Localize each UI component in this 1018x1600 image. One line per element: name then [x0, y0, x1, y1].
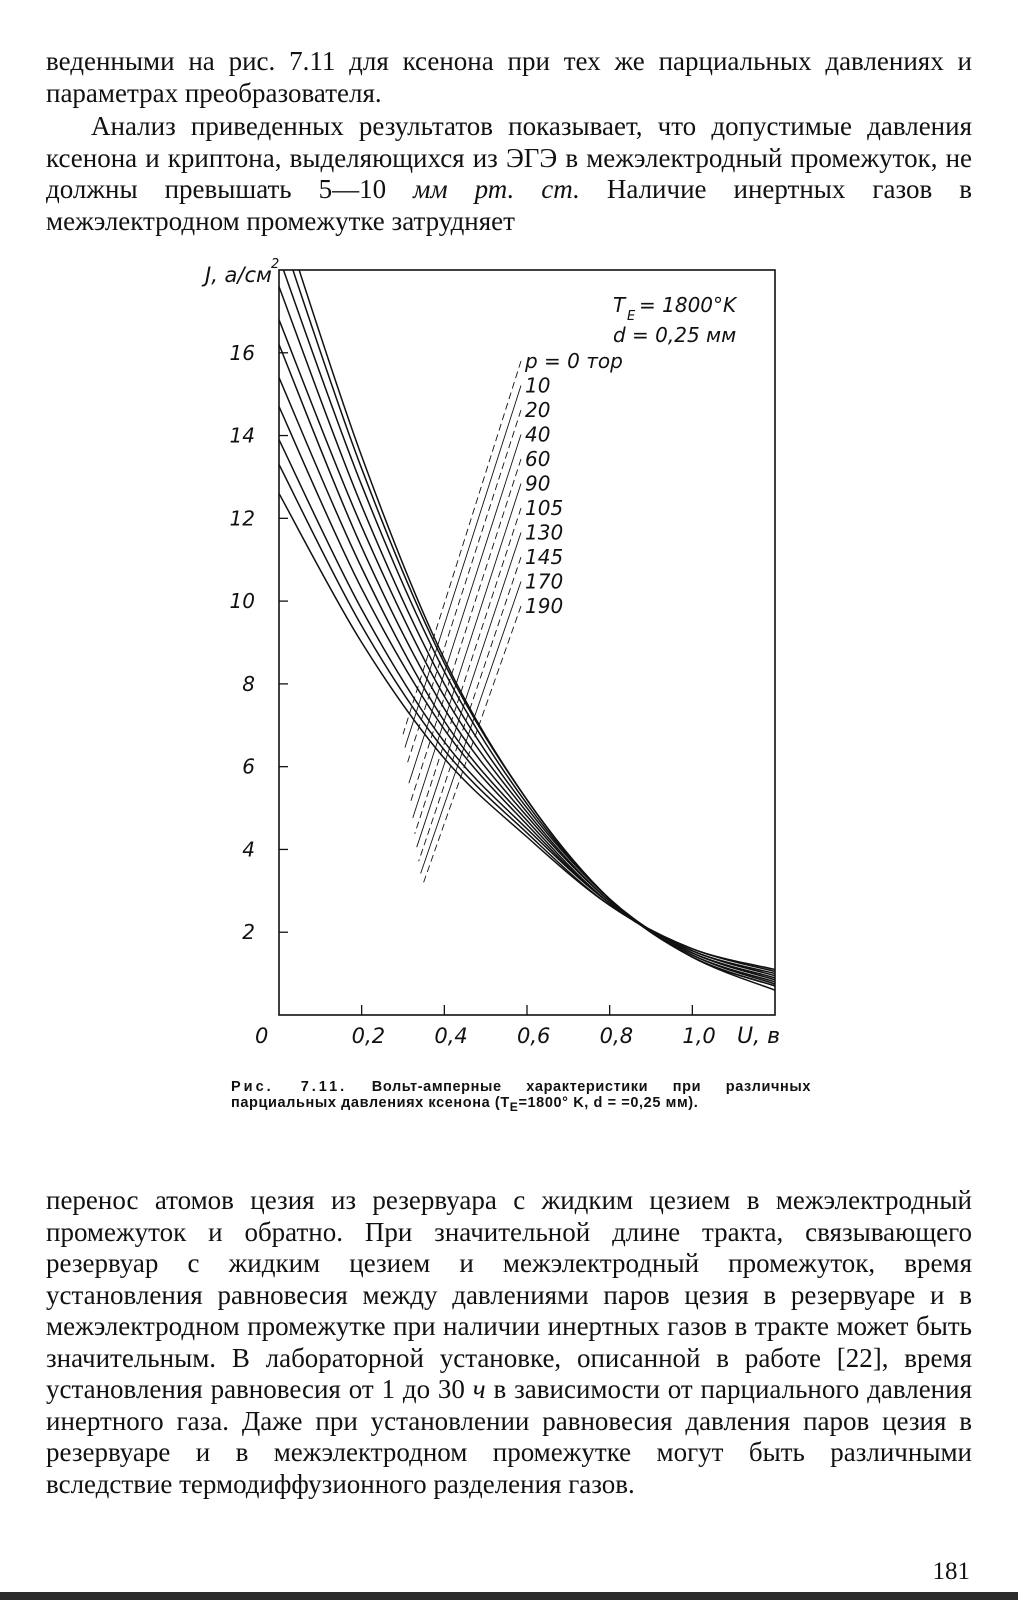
- y-tick-label: 14: [229, 423, 255, 448]
- pressure-leader-line: [409, 435, 521, 784]
- paragraph-analysis-text-end: Наличие инертных газов в межэлектродном промежутке затрудняет: [46, 174, 972, 236]
- caption-label: Рис. 7.11.: [231, 1079, 348, 1095]
- x-tick-label: 0,8: [599, 1024, 634, 1048]
- x-tick-label: 1,0: [682, 1024, 716, 1048]
- pressure-label: 20: [525, 398, 551, 422]
- pressure-label: 170: [525, 569, 564, 594]
- pressure-label: 90: [525, 471, 551, 496]
- iv-characteristics-chart: [195, 250, 825, 1070]
- annotation-gap: d = 0,25 мм: [613, 323, 737, 347]
- origin-label: 0: [255, 1024, 269, 1048]
- pressure-leader-line: [419, 557, 521, 861]
- pressure-leader-line: [421, 582, 521, 874]
- y-tick-label: 2: [242, 920, 255, 945]
- x-axis-label: U, в: [737, 1024, 781, 1049]
- pressure-label: 40: [525, 422, 551, 447]
- x-tick-label: 0,2: [351, 1024, 386, 1048]
- y-tick-label: 6: [242, 754, 255, 779]
- annotation-te-subscript: E: [627, 309, 636, 324]
- x-tick-label: 0,6: [517, 1024, 551, 1048]
- pressure-label: 145: [525, 545, 564, 569]
- y-tick-label: 10: [229, 589, 255, 614]
- hour-unit: ч: [472, 1374, 486, 1404]
- y-tick-label: 12: [229, 506, 255, 531]
- caption-subscript: E: [509, 1099, 519, 1114]
- pressure-label: 10: [525, 373, 551, 398]
- pressure-label: 190: [525, 594, 564, 618]
- y-tick-label: 8: [242, 671, 255, 696]
- y-tick-label: 16: [229, 340, 255, 365]
- pressure-leader-line: [405, 386, 521, 748]
- paragraph-analysis-text: Анализ приведенных результатов показывает, что допустимые давления ксенона и криптона, выделяющихся из ЭГЭ в межэлектродный промежуток, не должны превышать 5—10: [46, 111, 972, 204]
- figure-caption: [231, 1079, 811, 1115]
- annotation-te-value: = 1800°K: [639, 293, 737, 317]
- caption-body: Вольт-амперные характеристики при различных парциальных давлениях ксенона (T: [231, 1079, 812, 1111]
- paragraph-continuation: веденными на рис. 7.11 для ксенона при тех же парциальных давлениях и параметрах преобразователя.: [46, 46, 972, 108]
- pressure-leader-line: [403, 361, 521, 734]
- pressure-unit: мм рт. ст.: [413, 174, 580, 204]
- paragraph-bottom-text-end: в зависимости от парциального давления инертного газа. Даже при установлении равновесия давления паров цезия в резервуаре и в межэлектродном промежутке могут быть различными вследствие термодиффузионного разделения газов.: [46, 1374, 972, 1499]
- paragraph-analysis: [46, 111, 972, 237]
- y-axis-label-exponent: 2: [271, 257, 280, 272]
- x-tick-label: 0,4: [434, 1024, 468, 1048]
- caption-rest: =1800° K, d = =0,25 мм).: [518, 1095, 699, 1111]
- pressure-label: 130: [525, 520, 564, 545]
- pressure-leader-line: [407, 410, 521, 764]
- pressure-label: 60: [525, 447, 551, 471]
- page-bottom-edge: [0, 1592, 1018, 1600]
- y-tick-label: 4: [242, 837, 255, 862]
- paragraph-bottom-text: перенос атомов цезия из резервуара с жидким цезием в межэлектродный промежуток и обратно. При значительной длине тракта, связывающего резервуар с жидким цезием и межэлектродный промежуток, время установления равновесия между давлениями паров цезия в резервуаре и в межэлектродном промежутке при наличии инертных газов в тракте может быть значительным. В лабораторной установке, описанной в работе [22], время установления равновесия от 1 до 30: [46, 1185, 972, 1404]
- pressure-label: 105: [525, 496, 564, 520]
- paragraph-bottom: [46, 1185, 972, 1500]
- annotation-te: T: [613, 293, 626, 317]
- figure-7-11: [195, 250, 825, 1070]
- y-axis-label: J, а/см: [205, 263, 272, 287]
- pressure-label: p = 0 тор: [525, 349, 623, 373]
- page-number: 181: [932, 1558, 970, 1585]
